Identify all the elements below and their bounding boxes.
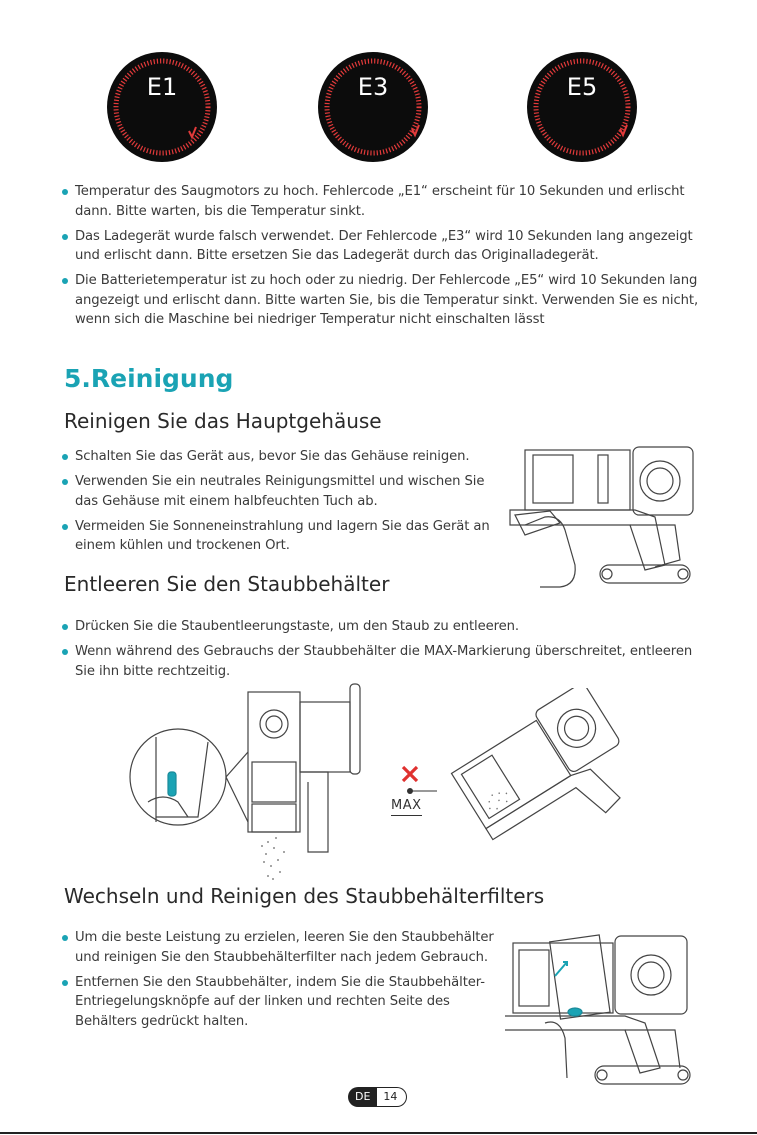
bullet-item: Das Ladegerät wurde falsch verwendet. Der Fehlercode „E3“ wird 10 Sekunden lang angezeigt und erlischt dann. Bitte ersetzen Sie das Ladegerät durch das Originalladegerät. (62, 227, 702, 266)
filter-removal-illustration (505, 928, 700, 1088)
bullet-item: Um die beste Leistung zu erzielen, leeren Sie den Staubbehälter und reinigen Sie den Staubbehälterfilter nach jedem Gebrauch. (62, 928, 497, 967)
bullet-item: Die Batterietemperatur ist zu hoch oder zu niedrig. Der Fehlercode „E5“ wird 10 Sekunden lang angezeigt und erlischt dann. Bitte warten Sie, bis die Temperatur sinkt. Verwenden Sie es nicht, wenn sich die Maschine bei niedriger Temperatur nicht einschalten lässt (62, 271, 702, 330)
empty-bin-bullet-list (62, 617, 712, 687)
bottom-rule (0, 1132, 757, 1134)
heading-empty-bin: Entleeren Sie den Staubbehälter (64, 572, 390, 596)
bullet-item: Schalten Sie das Gerät aus, bevor Sie das Gehäuse reinigen. (62, 447, 502, 467)
heading-main-housing: Reinigen Sie das Hauptgehäuse (64, 409, 382, 433)
bullet-item: Temperatur des Saugmotors zu hoch. Fehlercode „E1“ erscheint für 10 Sekunden und erlischt dann. Bitte warten, bis die Temperatur sinkt. (62, 182, 702, 221)
section-title: 5.Reinigung (64, 364, 234, 393)
housing-cleaning-illustration (505, 445, 700, 590)
bullet-item: Vermeiden Sie Sonneneinstrahlung und lagern Sie das Gerät an einem kühlen und trockenen Ort. (62, 517, 502, 556)
bullet-item: Verwenden Sie ein neutrales Reinigungsmittel und wischen Sie das Gehäuse mit einem halbfeuchten Tuch ab. (62, 472, 502, 511)
page-footer (348, 1087, 407, 1107)
empty-bin-illustration (128, 682, 383, 882)
display-e5 (527, 52, 637, 162)
display-code: E5 (566, 73, 598, 101)
language-badge: DE (348, 1087, 377, 1107)
display-e1 (107, 52, 217, 162)
page-number: 14 (377, 1087, 407, 1107)
error-bullet-list (62, 182, 702, 335)
display-e3 (318, 52, 428, 162)
bullet-item: Wenn während des Gebrauchs der Staubbehälter die MAX-Markierung überschreitet, entleeren Sie ihn bitte rechtzeitig. (62, 642, 712, 681)
display-code: E3 (357, 73, 389, 101)
display-code: E1 (146, 73, 178, 101)
bullet-item: Entfernen Sie den Staubbehälter, indem Sie die Staubbehälter-Entriegelungsknöpfe auf der linken und rechten Seite des Behälters gedrückt halten. (62, 973, 497, 1032)
bullet-item: Drücken Sie die Staubentleerungstaste, um den Staub zu entleeren. (62, 617, 712, 637)
tilted-vacuum-illustration (440, 688, 640, 873)
heading-filter: Wechseln und Reinigen des Staubbehälterfilters (64, 884, 545, 908)
max-label: MAX (391, 797, 422, 816)
main-housing-bullet-list (62, 447, 502, 561)
max-warning-icon (393, 765, 438, 825)
filter-bullet-list (62, 928, 497, 1037)
